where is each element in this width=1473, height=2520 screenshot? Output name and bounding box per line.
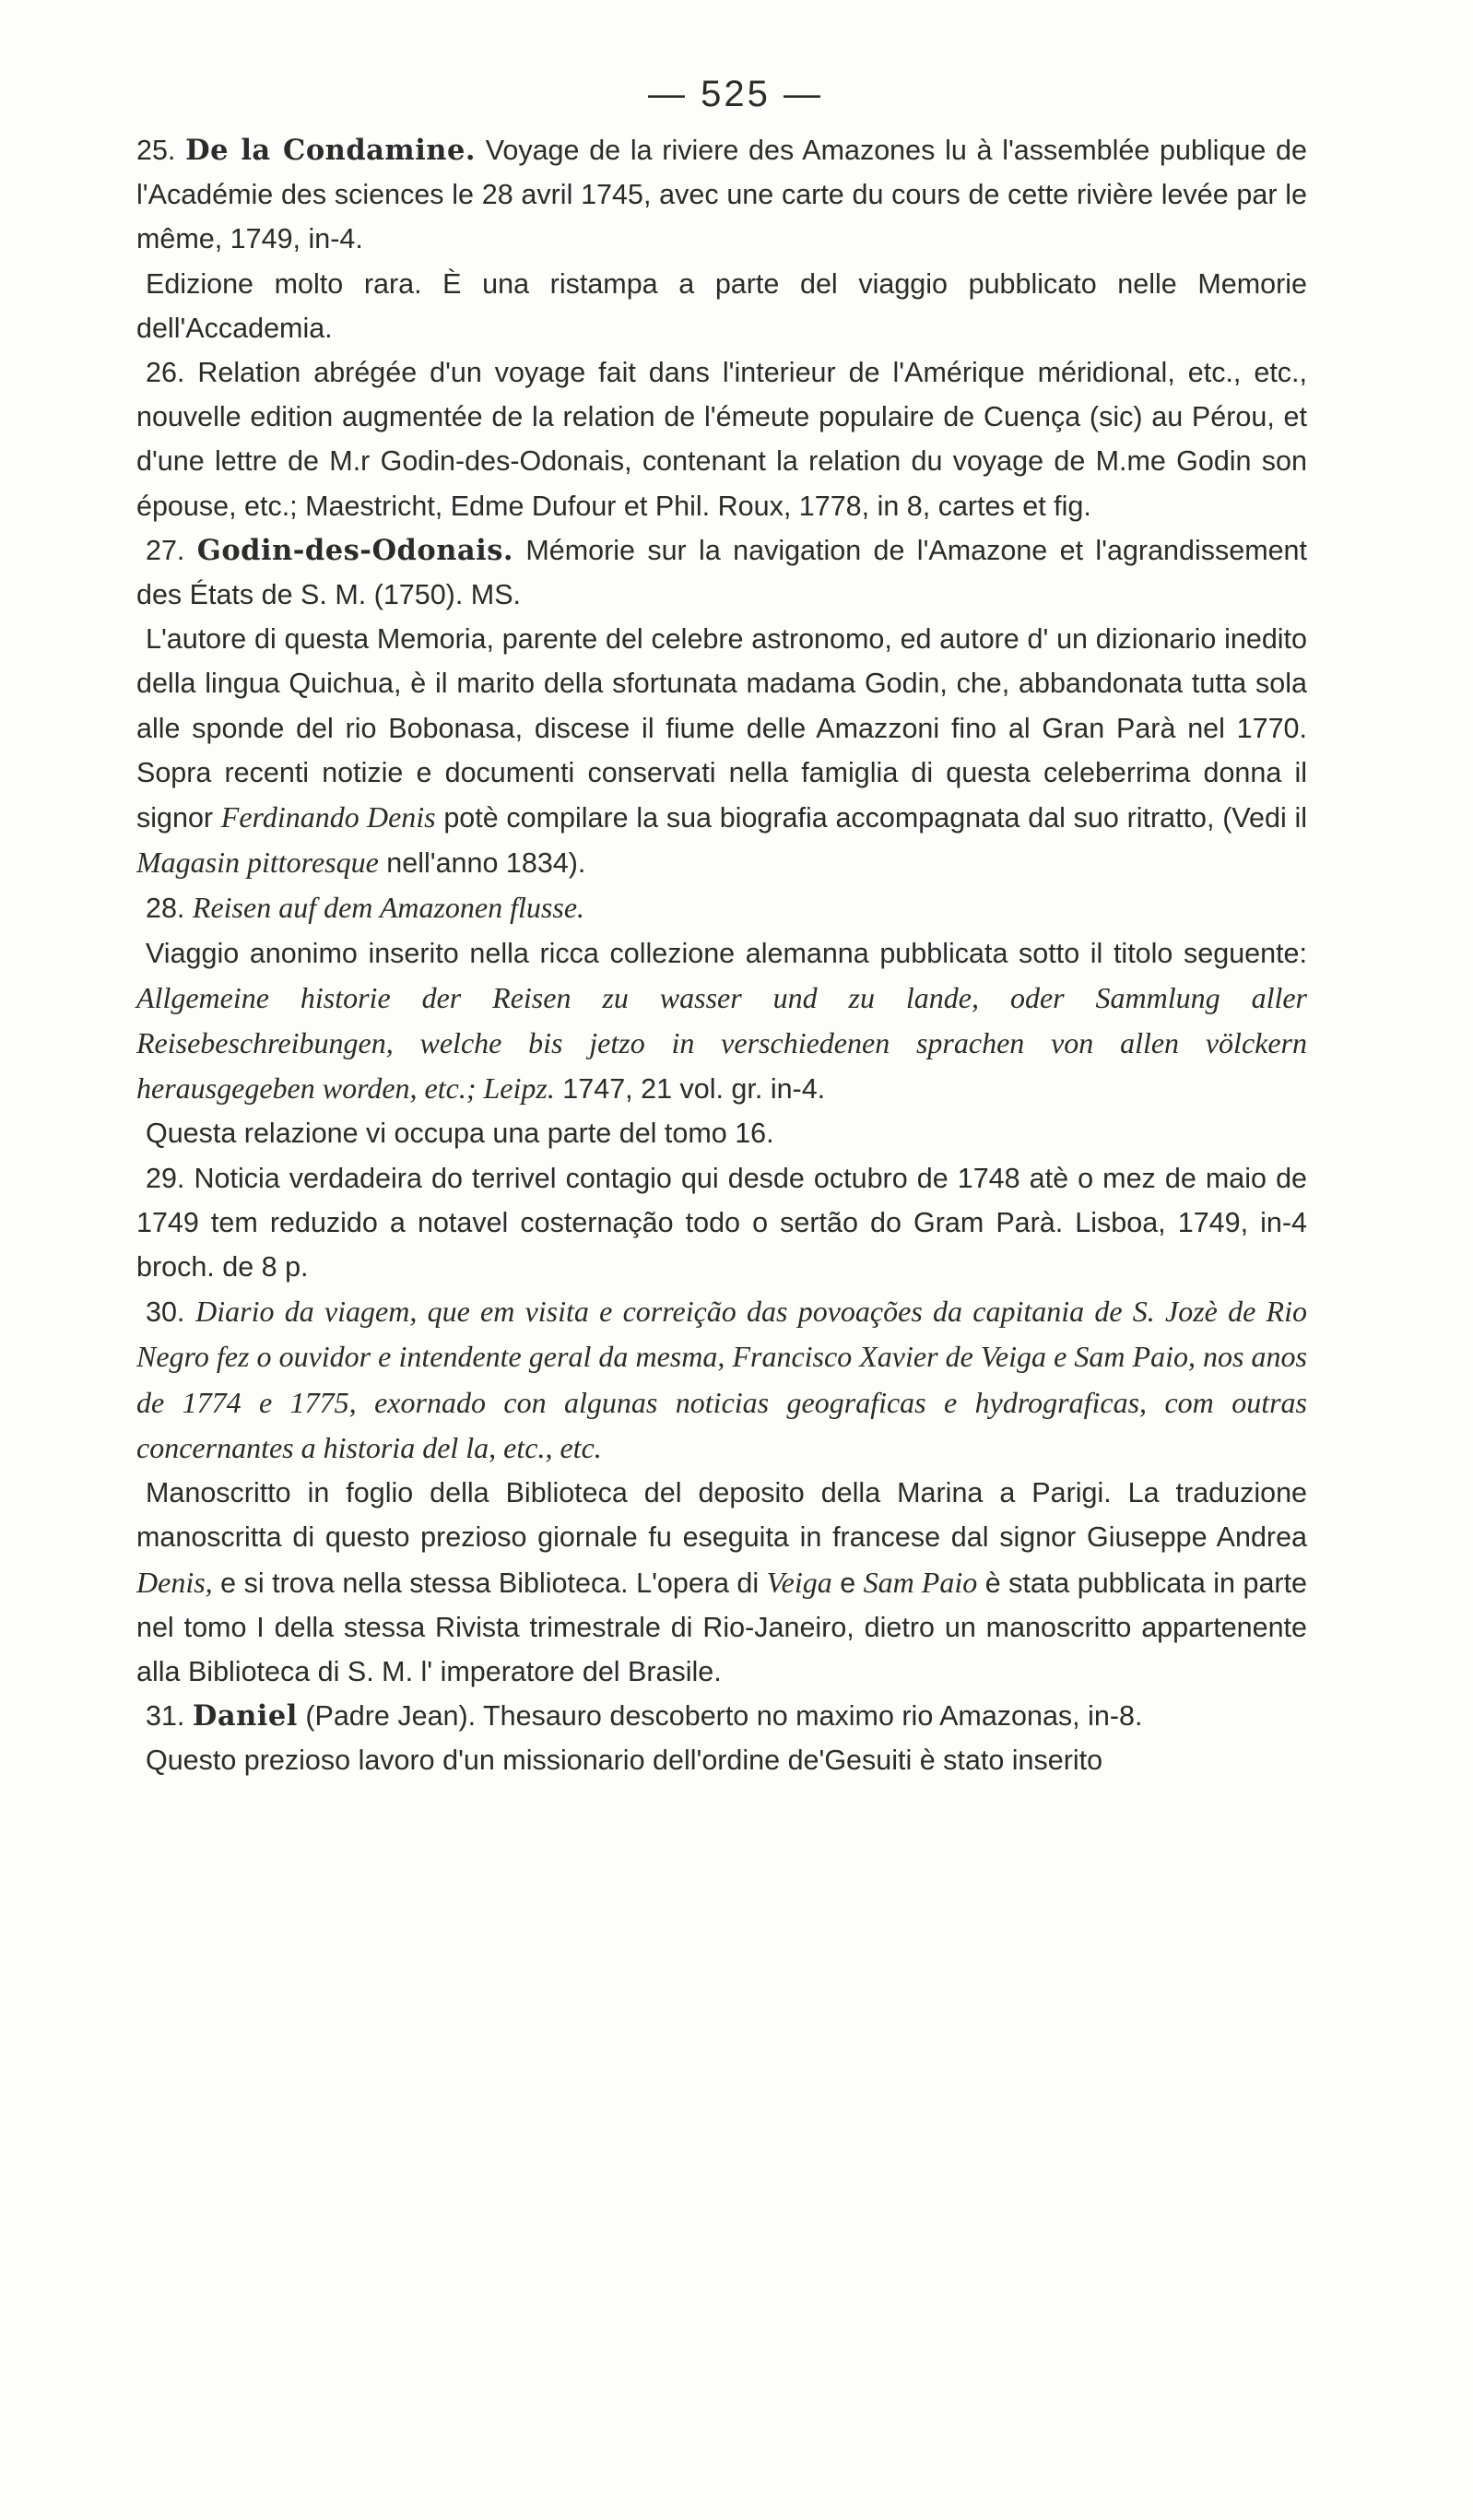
note-text: nell'anno 1834). xyxy=(378,847,586,880)
note-text: è stata pubblicata in parte nel tomo I della stessa Rivista trimestrale di Rio-Janeiro, dietro un manoscritto appartenente alla Biblioteca di S. M. l' imperatore del Brasile. xyxy=(136,1567,1308,1687)
entry-29 xyxy=(136,1156,1307,1290)
note-text: Manoscritto in foglio della Biblioteca del deposito della Marina a Parigi. La traduzione manoscritta di questo prezioso giornale fu eseguita in francese dal signor Giuseppe Andrea xyxy=(136,1477,1307,1554)
entry-number: 25. xyxy=(136,135,176,166)
note-italic: Magasin pittoresque xyxy=(136,846,379,880)
note-italic: Ferdinando Denis xyxy=(220,800,436,834)
entry-number: 28. xyxy=(146,893,185,925)
page xyxy=(136,74,1307,1783)
entry-27 xyxy=(136,528,1307,617)
entry-title: Reisen auf dem Amazonen flusse. xyxy=(192,891,585,925)
entry-28 xyxy=(136,885,1307,930)
entry-30-note xyxy=(136,1471,1307,1694)
entry-28-note xyxy=(136,931,1307,1112)
entry-number: 27. xyxy=(146,534,185,566)
entry-text: Voyage de la riviere des Amazones lu à l'assemblée publique de l'Académie des sciences le 28 avril 1745, avec une carte du cours de cette rivière levée par le même, 1749, in-4. xyxy=(136,135,1307,255)
entry-author: De la Condamine. xyxy=(185,134,476,167)
entry-number: 31. xyxy=(146,1700,185,1733)
entry-31-note: Questo prezioso lavoro d'un missionario dell'ordine de'Gesuiti è stato inserito xyxy=(146,1745,1103,1777)
note-text: e xyxy=(831,1567,864,1599)
note-text: Viaggio anonimo inserito nella ricca collezione alemanna pubblicata sotto il titolo seguente: xyxy=(146,937,1307,969)
entry-text: Mémorie sur la navigation de l'Amazone et l'agrandissement des États de S. M. (1750). MS. xyxy=(136,534,1307,611)
entry-title: Diario da viagem, que em visita e correição das povoações da capitania de S. Jozè de Rio Negro fez o ouvidor e intendente geral da mesma, Francisco Xavier de Veiga e Sam Paio, nos anos de 1774 e 1775, exornado con algunas noticias geograficas e hydrograficas, com outras concernantes a historia del la, etc., etc. xyxy=(136,1295,1307,1464)
note-italic: Allgemeine historie der Reisen zu wasser und zu lande, oder Sammlung aller Reisebeschreibungen, welche bis jetzo in verschiedenen sprachen von allen völckern herausgegeben worden, etc.; Leipz. xyxy=(136,980,1307,1106)
note-text: e si trova nella stessa Biblioteca. L'opera di xyxy=(212,1567,767,1599)
entry-25 xyxy=(136,128,1307,262)
entry-author: Godin-des-Odonais. xyxy=(196,533,514,567)
note-italic: Sam Paio xyxy=(863,1565,978,1599)
note-text: 1747, 21 vol. gr. in-4. xyxy=(554,1073,826,1106)
entry-text: Relation abrégée d'un voyage fait dans l'interieur de l'Amérique méridional, etc., etc., nouvelle edition augmentée de la relation de l'émeute populaire de Cuença (sic) au Pérou, et d'une lettre de M.r Godin-des-Odonais, contenant la relation du voyage de M.me Godin son épouse, etc.; Maestricht, Edme Dufour et Phil. Roux, 1778, in 8, cartes et fig. xyxy=(136,357,1307,522)
entry-31 xyxy=(136,1694,1307,1738)
entry-28-note2: Questa relazione vi occupa una parte del tomo 16. xyxy=(146,1118,774,1150)
note-italic: Denis, xyxy=(136,1565,213,1599)
entry-25-note: Edizione molto rara. È una ristampa a parte del viaggio pubblicato nelle Memorie dell'Accademia. xyxy=(136,267,1307,344)
entry-text: (Padre Jean). Thesauro descoberto no maximo rio Amazonas, in-8. xyxy=(297,1700,1143,1733)
note-text: potè compilare la sua biografia accompagnata dal suo ritratto, (Vedi il xyxy=(435,802,1307,834)
note-text: L'autore di questa Memoria, parente del celebre astronomo, ed autore d' un dizionario inedito della lingua Quichua, è il marito della sfortunata madama Godin, che, abbandonata tutta sola alle sponde del rio Bobonasa, discese il fiume delle Amazzoni fino al Gran Parà nel 1770. Sopra recenti notizie e documenti conservati nella famiglia di questa celeberrima donna il signor xyxy=(136,623,1307,834)
entry-text: Noticia verdadeira do terrivel contagio qui desde octubro de 1748 atè o mez de maio de 1749 tem reduzido a notavel costernação todo o sertão do Gram Parà. Lisboa, 1749, in-4 broch. de 8 p. xyxy=(136,1162,1307,1284)
entry-number: 30. xyxy=(146,1296,185,1329)
entry-27-note xyxy=(136,617,1307,885)
entry-number: 29. xyxy=(146,1162,185,1194)
entry-26 xyxy=(136,350,1307,528)
note-italic: Veiga xyxy=(766,1565,832,1599)
entry-number: 26. xyxy=(146,357,185,389)
entry-author: Daniel xyxy=(192,1699,298,1733)
page-number: — 525 — xyxy=(648,74,823,114)
entry-30 xyxy=(136,1289,1307,1471)
